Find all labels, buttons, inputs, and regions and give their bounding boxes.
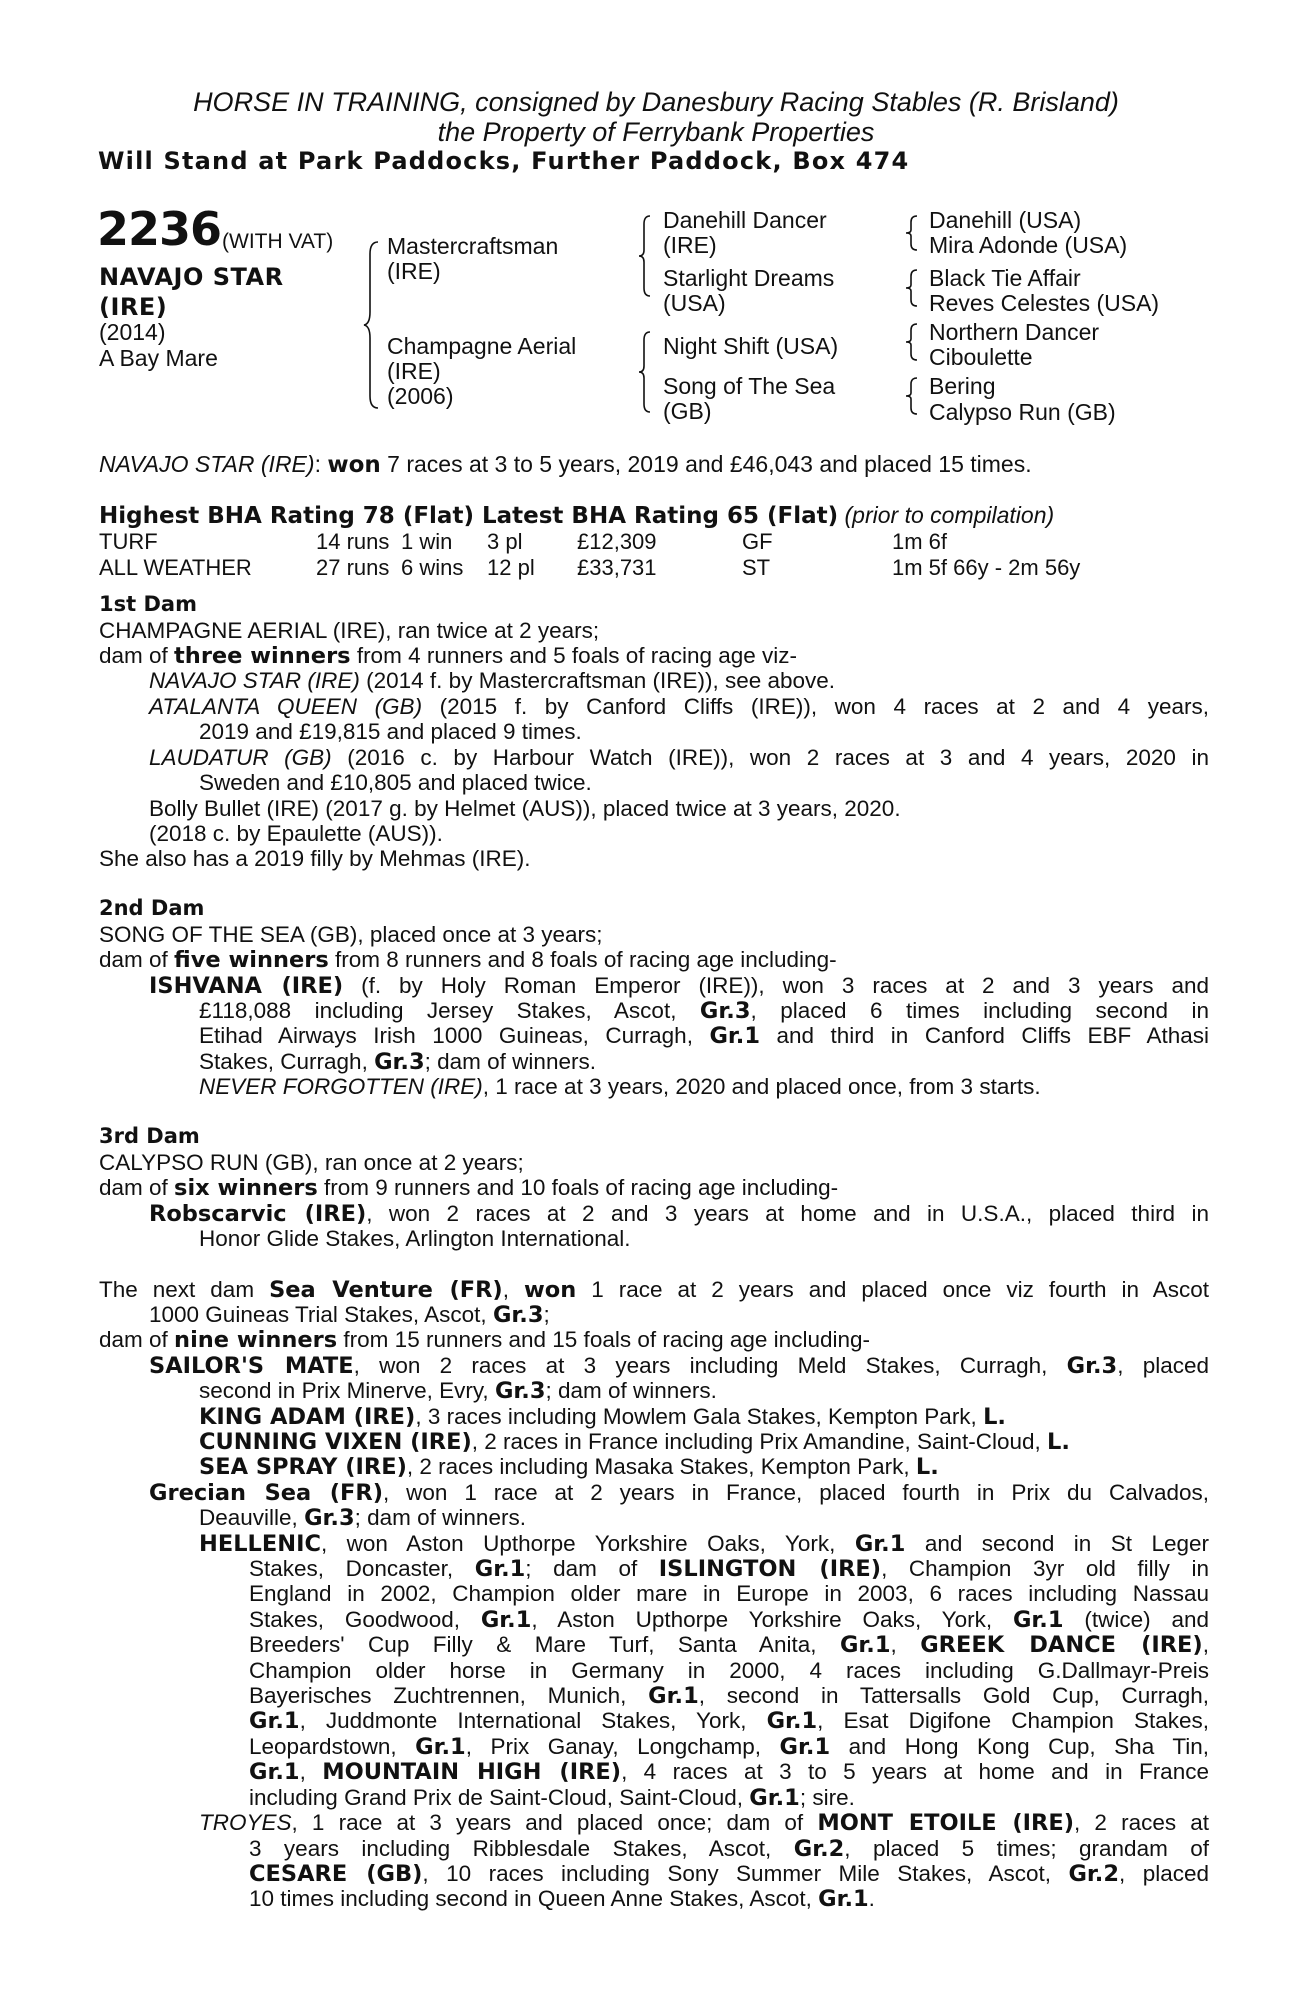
produce-hellenic-l3: England in 2002, Champion older mare in Europe in 2003, 6 races including Nassau	[249, 1581, 1209, 1606]
produce-atalanta-queen-cont: 2019 and £19,815 and placed 9 times.	[199, 719, 582, 744]
dd-sire-name: Bering	[929, 373, 996, 399]
produce-sea-spray: SEA SPRAY (IRE), 2 races including Masaka Stakes, Kempton Park, L.	[199, 1454, 939, 1480]
first-dam-produce-line: dam of three winners from 4 runners and 5 foals of racing age viz-	[99, 643, 798, 669]
produce-never-forgotten: NEVER FORGOTTEN (IRE), 1 race at 3 years, 2020 and placed once, from 3 starts.	[199, 1074, 1041, 1099]
produce-2019-filly: She also has a 2019 filly by Mehmas (IRE).	[99, 846, 531, 871]
catalogue-page: HORSE IN TRAINING, consigned by Danesbury Racing Stables (R. Brisland) the Property of Ferrybank Properties Will Stand at Park Paddocks, Further Paddock, Box 474 2236 (WITH VAT) NAVAJO STAR (IRE) (2014) A Bay Mare Mastercraftsman (IRE) Champagne Aerial (IRE) (2006) Danehill Dancer (IRE) Starlight Dreams (USA) Night Shift (USA) Song of The Sea (GB) Danehill (USA) Mira Adonde (USA) Black Tie Affair Reves Celestes (USA) Northern Dancer Ciboulette Bering Calypso Run (GB) NAVAJO STAR (IRE): won 7 races at 3 to 5 years, 2019 and £46,043 and placed 15 times. Highest BHA Rating 78 (Flat) Latest BHA Rating 65 (Flat) (prior to compilation) TURF 14 runs 1 win 3 pl £12,309 GF 1m 6f ALL WEATHER 27 runs 6 wins 12 pl £33,731 ST 1m 5f 66y - 2m 56y 1st Dam CHAMPAGNE AERIAL (IRE), ran twice at 2 years; dam of three winners from 4 runners and 5 foals of racing age viz- NAVAJO STAR (IRE) (2014 f. by Mastercraftsman (IRE)), see above. ATALANTA QUEEN (GB) (2015 f. by Canford Cliffs (IRE)), won 4 races at 2 and 4 years, 2019 and £19,815 and placed 9 times. LAUDATUR (GB) (2016 c. by Harbour Watch (IRE)), won 2 races at 3 and 4 years, 2020 in Sweden and £10,805 and placed twice. Bolly Bullet (IRE) (2017 g. by Helmet (AUS)), placed twice at 3 years, 2020. (2018 c. by Epaulette (AUS)). She also has a 2019 filly by Mehmas (IRE). 2nd Dam SONG OF THE SEA (GB), placed once at 3 years; dam of five winners from 8 runners and 8 foals of racing age including- ISHVANA (IRE) (f. by Holy Roman Emperor (IRE)), won 3 races at 2 and 3 years and £118,088 including Jersey Stakes, Ascot, Gr.3, placed 6 times including second in Etihad Airways Irish 1000 Guineas, Curragh, Gr.1 and third in Canford Cliffs EBF Athasi Stakes, Curragh, Gr.3; dam of winners. NEVER FORGOTTEN (IRE), 1 race at 3 years, 2020 and placed once, from 3 starts. 3rd Dam CALYPSO RUN (GB), ran once at 2 years; dam of six winners from 9 runners and 10 foals of racing age including- Robscarvic (IRE), won 2 races at 2 and 3 years at home and in U.S.A., placed third in Honor Glide Stakes, Arlington International. The next dam Sea Venture (FR), won 1 race at 2 years and placed once viz fourth in Ascot 1000 Guineas Trial Stakes, Ascot, Gr.3; dam of nine winners from 15 runners and 15 foals of racing age including- SAILOR'S MATE, won 2 races at 3 years including Meld Stakes, Curragh, Gr.3, placed second in Prix Minerve, Evry, Gr.3; dam of winners. KING ADAM (IRE), 3 races including Mowlem Gala Stakes, Kempton Park, L. CUNNING VIXEN (IRE), 2 races in France including Prix Amandine, Saint-Cloud, L. SEA SPRAY (IRE), 2 races including Masaka Stakes, Kempton Park, L. Grecian Sea (FR), won 1 race at 2 years in France, placed fourth in Prix du Calvados, Deauville, Gr.3; dam of winners. HELLENIC, won Aston Upthorpe Yorkshire Oaks, York, Gr.1 and second in St Leger Stakes, Doncaster, Gr.1; dam of ISLINGTON (IRE), Champion 3yr old filly in England in 2002, Champion older mare in Europe in 2003, 6 races including Nassau Stakes, Goodwood, Gr.1, Aston Upthorpe Yorkshire Oaks, York, Gr.1 (twice) and Breeders' Cup Filly & Mare Turf, Santa Anita, Gr.1, GREEK DANCE (IRE), Champion older horse in Germany in 2000, 4 races including G.Dallmayr-Preis Bayerisches Zuchtrennen, Munich, Gr.1, second in Tattersalls Gold Cup, Curragh, Gr.1, Juddmonte International Stakes, York, Gr.1, Esat Digifone Champion Stakes, Leopardstown, Gr.1, Prix Ganay, Longchamp, Gr.1 and Hong Kong Cup, Sha Tin, Gr.1, MOUNTAIN HIGH (IRE), 4 races at 3 to 5 years at home and in France including Grand Prix de Saint-Cloud, Saint-Cloud, Gr.1; sire. TROYES, 1 race at 3 years and placed once; dam of MONT ETOILE (IRE), 2 races at 3 years including Ribblesdale Stakes, Ascot, Gr.2, placed 5 times; grandam of CESARE (GB), 10 races including Sony Summer Mile Stakes, Ascot, Gr.2, placed 10 times including second in Queen Anne Stakes, Ascot, Gr.1.	[0, 0, 1314, 2000]
horse-description: A Bay Mare	[99, 345, 218, 371]
produce-hellenic-l9: Leopardstown, Gr.1, Prix Ganay, Longchamp, Gr.1 and Hong Kong Cup, Sha Tin,	[249, 1734, 1209, 1760]
produce-hellenic-l4: Stakes, Goodwood, Gr.1, Aston Upthorpe Yorkshire Oaks, York, Gr.1 (twice) and	[249, 1607, 1209, 1633]
produce-robscarvic-cont: Honor Glide Stakes, Arlington International.	[199, 1226, 631, 1251]
bha-ratings: Highest BHA Rating 78 (Flat) Latest BHA Rating 65 (Flat) (prior to compilation)	[99, 502, 1055, 529]
produce-2018-colt: (2018 c. by Epaulette (AUS)).	[149, 821, 443, 846]
pedigree-brace-main	[362, 240, 382, 410]
second-dam-heading: 2nd Dam	[99, 896, 205, 920]
produce-sailors-mate: SAILOR'S MATE, won 2 races at 3 years including Meld Stakes, Curragh, Gr.3, placed	[149, 1353, 1209, 1379]
consignor-line: HORSE IN TRAINING, consigned by Danesbury Racing Stables (R. Brisland)	[193, 87, 1119, 117]
produce-robscarvic: Robscarvic (IRE), won 2 races at 2 and 3 years at home and in U.S.A., placed third in	[149, 1201, 1209, 1227]
next-dam-line: The next dam Sea Venture (FR), won 1 race at 2 years and placed once viz fourth in Ascot	[99, 1277, 1209, 1303]
produce-cunning-vixen: CUNNING VIXEN (IRE), 2 races in France including Prix Amandine, Saint-Cloud, L.	[199, 1429, 1070, 1455]
second-dam-produce-line: dam of five winners from 8 runners and 8 foals of racing age including-	[99, 947, 837, 973]
sire-sire-name: Danehill Dancer (IRE)	[663, 207, 827, 258]
foaling-year: (2014)	[99, 319, 166, 345]
sire-name: Mastercraftsman (IRE)	[387, 233, 559, 284]
pedigree-brace-ss	[904, 214, 920, 252]
second-dam-line: SONG OF THE SEA (GB), placed once at 3 years;	[99, 922, 603, 947]
produce-grecian-sea-cont: Deauville, Gr.3; dam of winners.	[199, 1505, 526, 1531]
produce-hellenic-l2: Stakes, Doncaster, Gr.1; dam of ISLINGTON (IRE), Champion 3yr old filly in	[249, 1556, 1209, 1582]
next-dam-produce-line: dam of nine winners from 15 runners and 15 foals of racing age including-	[99, 1327, 870, 1353]
produce-hellenic: HELLENIC, won Aston Upthorpe Yorkshire Oaks, York, Gr.1 and second in St Leger	[199, 1531, 1209, 1557]
produce-ishvana-cont3: Stakes, Curragh, Gr.3; dam of winners.	[199, 1049, 596, 1075]
property-line: the Property of Ferrybank Properties	[437, 117, 875, 147]
ds-sire-name: Northern Dancer	[929, 319, 1100, 345]
produce-troyes: TROYES, 1 race at 3 years and placed once; dam of MONT ETOILE (IRE), 2 races at	[199, 1810, 1209, 1836]
produce-ishvana: ISHVANA (IRE) (f. by Holy Roman Emperor (IRE)), won 3 races at 2 and 3 years and	[149, 973, 1209, 999]
produce-bolly-bullet: Bolly Bullet (IRE) (2017 g. by Helmet (AUS)), placed twice at 3 years, 2020.	[149, 796, 901, 821]
produce-hellenic-l7: Bayerisches Zuchtrennen, Munich, Gr.1, second in Tattersalls Gold Cup, Curragh,	[249, 1683, 1209, 1709]
ss-dam-name: Mira Adonde (USA)	[929, 232, 1128, 258]
produce-hellenic-l11: including Grand Prix de Saint-Cloud, Saint-Cloud, Gr.1; sire.	[249, 1785, 855, 1811]
produce-sailors-mate-cont: second in Prix Minerve, Evry, Gr.3; dam of winners.	[199, 1378, 717, 1404]
produce-king-adam: KING ADAM (IRE), 3 races including Mowlem Gala Stakes, Kempton Park, L.	[199, 1404, 1006, 1430]
horse-name-line2: (IRE)	[99, 293, 168, 321]
horse-name-line1: NAVAJO STAR	[99, 263, 284, 291]
produce-hellenic-l5: Breeders' Cup Filly & Mare Turf, Santa Anita, Gr.1, GREEK DANCE (IRE),	[249, 1632, 1209, 1658]
sd-dam-name: Reves Celestes (USA)	[929, 290, 1160, 316]
produce-laudatur: LAUDATUR (GB) (2016 c. by Harbour Watch (IRE)), won 2 races at 3 and 4 years, 2020 in	[149, 745, 1210, 770]
race-summary: NAVAJO STAR (IRE): won 7 races at 3 to 5 years, 2019 and £46,043 and placed 15 times.	[99, 451, 1032, 478]
horse-name	[99, 262, 284, 322]
third-dam-heading: 3rd Dam	[99, 1124, 200, 1148]
dam-name: Champagne Aerial (IRE) (2006)	[387, 333, 577, 409]
pedigree-brace-sd	[904, 268, 920, 308]
produce-ishvana-cont1: £118,088 including Jersey Stakes, Ascot, Gr.3, placed 6 times including second in	[199, 998, 1209, 1024]
pedigree-brace-ds	[904, 322, 920, 362]
produce-hellenic-l10: Gr.1, MOUNTAIN HIGH (IRE), 4 races at 3 to 5 years at home and in France	[249, 1759, 1209, 1785]
sire-dam-name: Starlight Dreams (USA)	[663, 265, 835, 316]
first-dam-heading: 1st Dam	[99, 592, 197, 616]
dam-sire-name: Night Shift (USA)	[663, 333, 839, 359]
pedigree-brace-dd	[904, 376, 920, 416]
produce-navajo-star: NAVAJO STAR (IRE) (2014 f. by Mastercraftsman (IRE)), see above.	[149, 668, 836, 693]
third-dam-produce-line: dam of six winners from 9 runners and 10 foals of racing age including-	[99, 1175, 839, 1201]
sd-sire-name: Black Tie Affair	[929, 265, 1081, 291]
pedigree-brace-dam	[637, 330, 653, 414]
ss-sire-name: Danehill (USA)	[929, 207, 1082, 233]
produce-hellenic-l8: Gr.1, Juddmonte International Stakes, York, Gr.1, Esat Digifone Champion Stakes,	[249, 1708, 1209, 1734]
produce-troyes-l2: 3 years including Ribblesdale Stakes, Ascot, Gr.2, placed 5 times; grandam of	[249, 1836, 1210, 1862]
produce-troyes-l3: CESARE (GB), 10 races including Sony Summer Mile Stakes, Ascot, Gr.2, placed	[249, 1861, 1210, 1887]
pedigree-brace-sire	[637, 214, 653, 298]
produce-atalanta-queen: ATALANTA QUEEN (GB) (2015 f. by Canford Cliffs (IRE)), won 4 races at 2 and 4 years,	[149, 694, 1209, 719]
third-dam-line: CALYPSO RUN (GB), ran once at 2 years;	[99, 1150, 524, 1175]
produce-grecian-sea: Grecian Sea (FR), won 1 race at 2 years in France, placed fourth in Prix du Calvados,	[149, 1480, 1209, 1506]
vat-note: (WITH VAT)	[222, 230, 334, 253]
first-dam-line: CHAMPAGNE AERIAL (IRE), ran twice at 2 years;	[99, 618, 600, 643]
produce-laudatur-cont: Sweden and £10,805 and placed twice.	[199, 770, 592, 795]
dd-dam-name: Calypso Run (GB)	[929, 399, 1116, 425]
produce-troyes-l4: 10 times including second in Queen Anne Stakes, Ascot, Gr.1.	[249, 1886, 875, 1912]
next-dam-line-cont: 1000 Guineas Trial Stakes, Ascot, Gr.3;	[149, 1302, 550, 1328]
stabling-line: Will Stand at Park Paddocks, Further Paddock, Box 474	[98, 147, 910, 175]
dam-dam-name: Song of The Sea (GB)	[663, 373, 836, 424]
ds-dam-name: Ciboulette	[929, 344, 1033, 370]
produce-ishvana-cont2: Etihad Airways Irish 1000 Guineas, Curragh, Gr.1 and third in Canford Cliffs EBF Athasi	[199, 1023, 1209, 1049]
produce-hellenic-l6: Champion older horse in Germany in 2000, 4 races including G.Dallmayr-Preis	[249, 1658, 1209, 1683]
lot-number: 2236	[97, 202, 222, 256]
